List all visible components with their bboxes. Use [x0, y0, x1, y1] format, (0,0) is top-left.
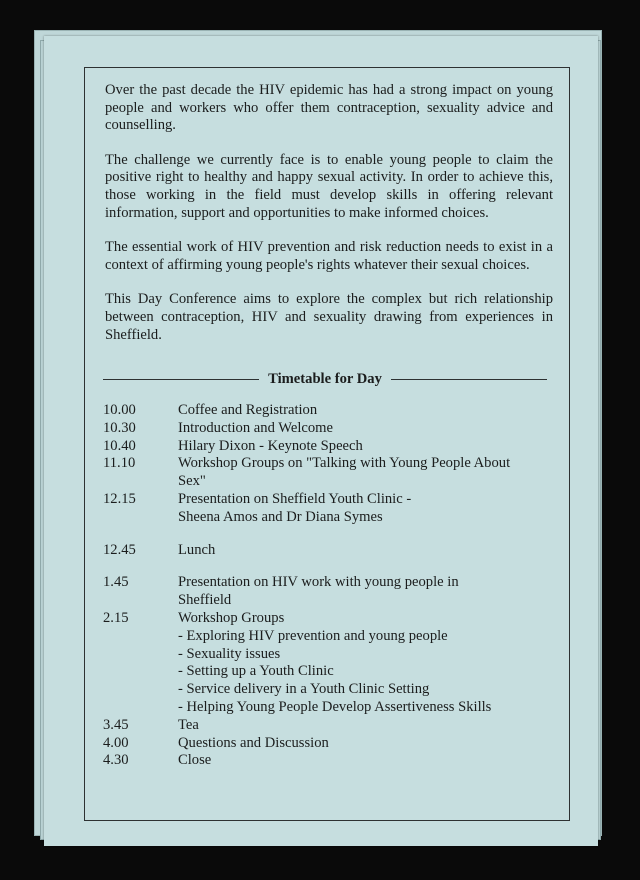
session-description — [178, 438, 543, 456]
intro-paragraph: The essential work of HIV prevention and risk reduction needs to exist in a context of affirming young people's rights whatever their sexual choices. — [105, 239, 553, 273]
timetable-heading — [103, 368, 547, 390]
session-time: 10.40 — [103, 437, 136, 454]
session-line: Close — [178, 752, 212, 769]
session-line: - Service delivery in a Youth Clinic Setting — [178, 681, 430, 698]
timetable — [103, 402, 543, 770]
session-line: Questions and Discussion — [178, 734, 329, 751]
session-line: Coffee and Registration — [178, 402, 318, 418]
session-description — [178, 735, 543, 753]
timetable-row — [103, 402, 543, 420]
session-time: 11.10 — [103, 455, 136, 472]
session-line: - Setting up a Youth Clinic — [178, 663, 334, 680]
session-line: Workshop Groups on "Talking with Young People About — [178, 455, 511, 472]
timetable-title: Timetable for Day — [268, 370, 382, 387]
content-border — [84, 67, 570, 821]
session-line: Workshop Groups — [178, 609, 285, 626]
intro-paragraph: This Day Conference aims to explore the complex but rich relationship between contraception, HIV and sexuality drawing from experiences in Sheffield. — [105, 291, 553, 343]
session-time: 4.30 — [103, 752, 129, 769]
session-description — [178, 420, 543, 438]
session-line: - Sexuality issues — [178, 645, 281, 662]
timetable-row — [103, 574, 543, 610]
session-line: - Exploring HIV prevention and young people — [178, 627, 448, 644]
session-time: 2.15 — [103, 609, 129, 626]
heading-rule-right — [391, 379, 547, 380]
session-time: 10.30 — [103, 419, 136, 436]
session-time: 12.45 — [103, 541, 136, 558]
session-time: 1.45 — [103, 574, 129, 591]
timetable-row — [103, 735, 543, 753]
session-description — [178, 542, 543, 560]
session-time: 4.00 — [103, 734, 129, 751]
session-line: Presentation on Sheffield Youth Clinic - — [178, 490, 412, 507]
document-page — [44, 36, 598, 846]
session-description — [178, 491, 543, 527]
session-description — [178, 717, 543, 735]
session-line: Sex" — [178, 473, 206, 490]
timetable-row — [103, 438, 543, 456]
timetable-row — [103, 455, 543, 491]
timetable-row — [103, 752, 543, 770]
session-description — [178, 610, 543, 717]
session-line: - Helping Young People Develop Assertiveness Skills — [178, 698, 492, 715]
session-time: 10.00 — [103, 402, 136, 418]
session-line: Introduction and Welcome — [178, 419, 333, 436]
session-description — [178, 455, 543, 491]
timetable-row — [103, 717, 543, 735]
session-line: Sheffield — [178, 592, 232, 609]
session-line: Sheena Amos and Dr Diana Symes — [178, 508, 383, 525]
timetable-row — [103, 542, 543, 560]
session-description — [178, 752, 543, 770]
timetable-row — [103, 610, 543, 717]
session-time: 12.15 — [103, 490, 136, 507]
heading-rule-left — [103, 379, 259, 380]
session-line: Tea — [178, 716, 199, 733]
timetable-row — [103, 491, 543, 527]
session-line: Lunch — [178, 541, 216, 558]
session-line: Hilary Dixon - Keynote Speech — [178, 437, 363, 454]
session-description — [178, 574, 543, 610]
intro-paragraph: Over the past decade the HIV epidemic has had a strong impact on young people and workers who offer them contraception, sexuality advice and counselling. — [105, 82, 553, 134]
intro-text — [105, 82, 553, 361]
session-line: Presentation on HIV work with young people in — [178, 574, 459, 591]
spacer — [103, 559, 543, 574]
timetable-row — [103, 420, 543, 438]
spacer — [103, 527, 543, 542]
session-time: 3.45 — [103, 716, 129, 733]
session-description — [178, 402, 543, 420]
intro-paragraph: The challenge we currently face is to enable young people to claim the positive right to healthy and happy sexual activity. In order to achieve this, those working in the field must develop skills in offering relevant information, support and opportunities to make informed choices. — [105, 151, 553, 221]
